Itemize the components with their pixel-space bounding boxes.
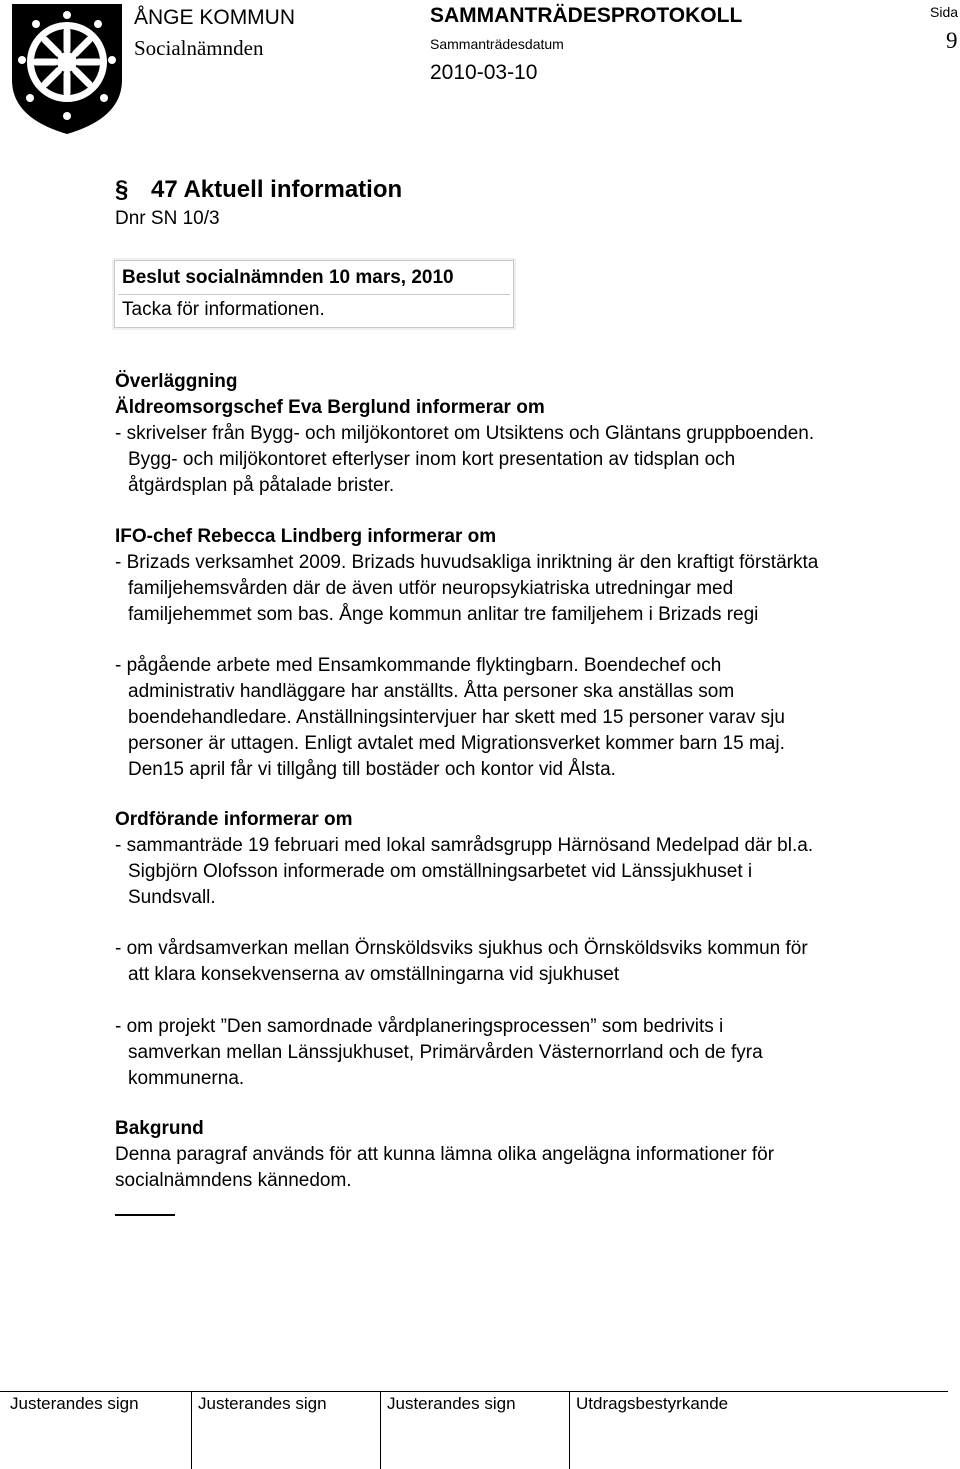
footer-divider [380, 1391, 381, 1469]
speaker-2b-line: - pågående arbete med Ensamkommande flyktingbarn. Boendechef och [115, 655, 722, 676]
decision-box [114, 260, 514, 328]
speaker-3-line: samverkan mellan Länssjukhuset, Primärvården Västernorrland och de fyra [128, 1042, 763, 1063]
footer-certification-cell: Utdragsbestyrkande [576, 1394, 729, 1413]
background-heading: Bakgrund [115, 1118, 204, 1139]
speaker-2b-line: Den15 april får vi tillgång till bostäder och kontor vid Ålsta. [128, 759, 616, 780]
decision-divider [118, 294, 510, 295]
speaker-1-line: åtgärdsplan på påtalade brister. [128, 475, 395, 496]
speaker-2-line: familjehemmet som bas. Ånge kommun anlitar tre familjehem i Brizads regi [128, 604, 759, 625]
footer-signature-cell: Justerandes sign [198, 1394, 327, 1413]
speaker-1-heading: Äldreomsorgschef Eva Berglund informerar om [115, 397, 545, 418]
speaker-2b-line: boendehandledare. Anställningsintervjuer har skett med 15 personer varav sju [128, 707, 785, 728]
municipality-name: ÅNGE KOMMUN [134, 6, 296, 29]
footer-divider [191, 1391, 192, 1469]
speaker-3-heading: Ordförande informerar om [115, 809, 353, 830]
end-rule [115, 1214, 175, 1216]
background-line: Denna paragraf används för att kunna lämna olika angelägna informationer för [115, 1144, 775, 1165]
document-type: SAMMANTRÄDESPROTOKOLL [430, 4, 743, 27]
speaker-3-line: att klara konsekvenserna av omställningarna vid sjukhuset [128, 964, 620, 985]
speaker-2-heading: IFO-chef Rebecca Lindberg informerar om [115, 526, 497, 547]
meeting-date: 2010-03-10 [430, 61, 538, 84]
footer-rule [0, 1391, 948, 1392]
paragraph-symbol: § [115, 176, 129, 203]
diary-number: Dnr SN 10/3 [115, 208, 220, 229]
section-title [115, 176, 402, 204]
speaker-3-line: kommunerna. [128, 1068, 245, 1089]
speaker-3-line: Sigbjörn Olofsson informerade om omställningsarbetet vid Länssjukhuset i [128, 861, 753, 882]
speaker-3-line: - sammanträde 19 februari med lokal samrådsgrupp Härnösand Medelpad där bl.a. [115, 835, 814, 856]
page-label: Sida [930, 4, 959, 20]
speaker-3-line: - om vårdsamverkan mellan Örnsköldsviks sjukhus och Örnsköldsviks kommun för [115, 938, 808, 959]
section-number-title: 47 Aktuell information [151, 176, 403, 203]
speaker-3-line: Sundsvall. [128, 887, 216, 908]
municipality-logo [8, 0, 126, 136]
speaker-1-line: - skrivelser från Bygg- och miljökontoret om Utsiktens och Gläntans gruppboenden. [115, 423, 815, 444]
speaker-2-line: familjehemsvården där de även utför neuropsykiatriska utredningar med [128, 578, 734, 599]
deliberation-heading: Överläggning [115, 371, 238, 392]
decision-text: Tacka för informationen. [122, 299, 325, 320]
speaker-2b-line: personer är uttagen. Enligt avtalet med Migrationsverket kommer barn 15 maj. [128, 733, 785, 754]
meeting-date-label: Sammanträdesdatum [430, 36, 564, 52]
speaker-2b-line: administrativ handläggare har anställts. Åtta personer ska anställas som [128, 681, 735, 702]
footer-signature-cell: Justerandes sign [387, 1394, 516, 1413]
speaker-2-line: - Brizads verksamhet 2009. Brizads huvudsakliga inriktning är den kraftigt förstärkta [115, 552, 819, 573]
footer-signature-cell: Justerandes sign [10, 1394, 139, 1413]
speaker-3-line: - om projekt ”Den samordnade vårdplaneringsprocessen” som bedrivits i [115, 1016, 724, 1037]
board-name: Socialnämnden [134, 36, 264, 60]
decision-title: Beslut socialnämnden 10 mars, 2010 [122, 267, 454, 288]
page-number: 9 [946, 28, 958, 53]
footer-divider [569, 1391, 570, 1469]
background-line: socialnämndens kännedom. [115, 1170, 352, 1191]
speaker-1-line: Bygg- och miljökontoret efterlyser inom kort presentation av tidsplan och [128, 449, 736, 470]
